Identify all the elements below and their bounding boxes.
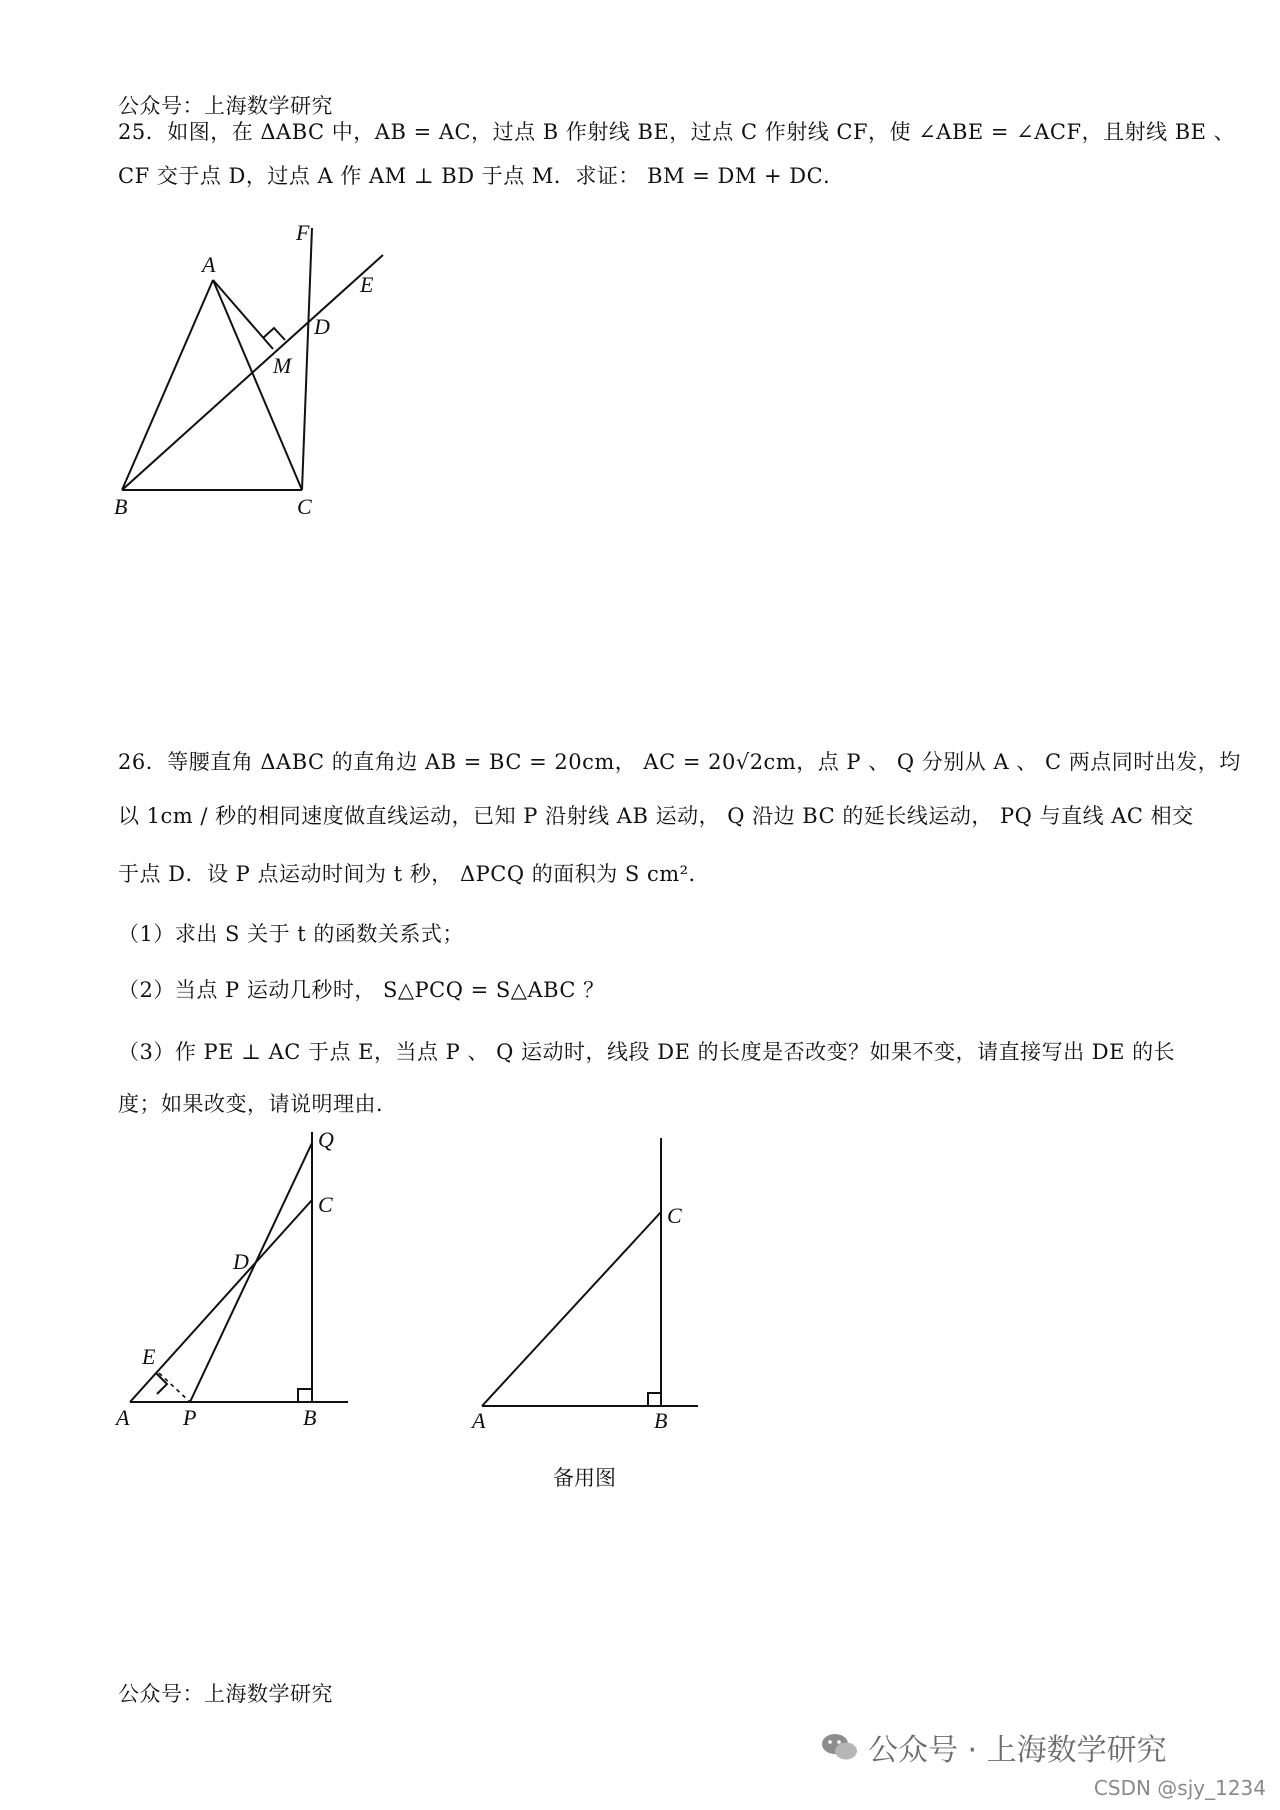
fig1-label-P: P <box>183 1405 197 1430</box>
watermark-text: 公众号 · 上海数学研究 <box>868 1733 1167 1768</box>
fig2-label-C: C <box>667 1203 682 1228</box>
q25-line-2: CF 交于点 D，过点 A 作 AM ⊥ BD 于点 M．求证： BM = DM + DC． <box>118 164 845 188</box>
q26-part-3b: 度；如果改变，请说明理由． <box>118 1092 398 1116</box>
q25-line-1: 25．如图，在 ΔABC 中，AB = AC，过点 B 作射线 BE，过点 C 作射线 CF，使 ∠ABE = ∠ACF，且射线 BE 、 <box>118 120 1236 144</box>
q25-label-C: C <box>297 494 312 519</box>
q25-label-D: D <box>314 314 330 339</box>
header-source: 公众号：上海数学研究 <box>118 94 333 118</box>
fig1-label-Q: Q <box>318 1127 334 1152</box>
q26-line-1: 26．等腰直角 ΔABC 的直角边 AB = BC = 20cm， AC = 20√2cm，点 P 、 Q 分别从 A 、 C 两点同时出发，均 <box>118 750 1241 774</box>
q25-label-B: B <box>114 494 128 519</box>
q25-label-F: F <box>296 220 310 245</box>
q26-line-2: 以 1cm / 秒的相同速度做直线运动，已知 P 沿射线 AB 运动， Q 沿边 BC 的延长线运动， PQ 与直线 AC 相交 <box>118 804 1194 828</box>
fig2-label-A: A <box>472 1408 486 1433</box>
wechat-watermark <box>820 1725 1167 1769</box>
q26-part-2: （2）当点 P 运动几秒时， S△PCQ = S△ABC ？ <box>118 978 605 1002</box>
csdn-watermark: CSDN @sjy_1234 <box>1093 1776 1266 1800</box>
fig1-label-E: E <box>142 1344 156 1369</box>
fig2-label-B: B <box>654 1408 668 1433</box>
q26-line-3: 于点 D．设 P 点运动时间为 t 秒， ΔPCQ 的面积为 S cm²． <box>118 862 711 886</box>
fig1-label-D: D <box>233 1249 249 1274</box>
q25-label-E: E <box>360 272 374 297</box>
footer-source: 公众号：上海数学研究 <box>118 1682 333 1706</box>
q26-part-1: （1）求出 S 关于 t 的函数关系式； <box>118 922 464 946</box>
q25-label-A: A <box>202 252 216 277</box>
q25-label-M: M <box>273 353 292 378</box>
fig1-label-C: C <box>318 1192 333 1217</box>
fig1-label-B: B <box>303 1405 317 1430</box>
fig2-caption: 备用图 <box>553 1466 616 1490</box>
fig1-label-A: A <box>116 1405 130 1430</box>
q26-part-3a: （3）作 PE ⊥ AC 于点 E，当点 P 、 Q 运动时，线段 DE 的长度是否改变？如果不变，请直接写出 DE 的长 <box>118 1040 1176 1064</box>
wechat-icon <box>820 1731 860 1763</box>
